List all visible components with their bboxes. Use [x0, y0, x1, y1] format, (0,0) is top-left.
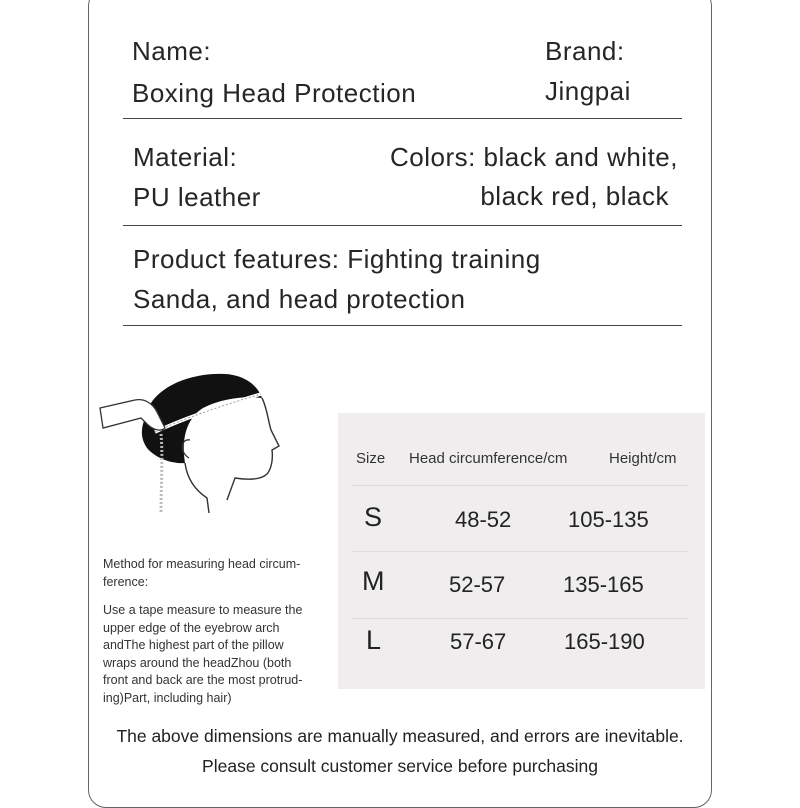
colors-line-2: black red, black — [480, 181, 669, 211]
header-size: Size — [356, 450, 386, 467]
measure-body-line: wraps around the headZhou (both — [103, 655, 292, 670]
size-s: S — [364, 502, 383, 532]
size-l: L — [366, 625, 382, 655]
material-label: Material: — [133, 142, 238, 172]
size-m: M — [362, 566, 385, 596]
neck-outline — [185, 463, 209, 513]
name-value: Boxing Head Protection — [132, 78, 417, 108]
measure-heading-line: Method for measuring head circum- — [103, 557, 301, 571]
brand-label: Brand: — [545, 36, 625, 66]
divider-2 — [123, 225, 682, 226]
circumference-m: 52-57 — [449, 572, 506, 597]
height-m: 135-165 — [563, 572, 644, 597]
disclaimer-line-1: The above dimensions are manually measured, and errors are inevitable. — [116, 726, 684, 746]
measure-body-line: front and back are the most protrud- — [103, 673, 303, 687]
table-row-divider — [352, 485, 688, 486]
table-row-divider — [352, 551, 688, 552]
header-height: Height/cm — [609, 450, 677, 467]
table-row-divider — [352, 618, 688, 619]
measure-body-line: Use a tape measure to measure the — [103, 603, 303, 617]
head-measurement-illustration — [95, 368, 295, 518]
measure-body — [103, 602, 333, 707]
features-line-1: Product features: Fighting training — [133, 244, 541, 274]
header-circumference: Head circumference/cm — [409, 450, 568, 467]
measure-body-line: ing)Part, including hair) — [103, 690, 232, 705]
height-s: 105-135 — [568, 507, 649, 532]
divider-3 — [123, 325, 682, 326]
measure-body-line: andThe highest part of the pillow — [103, 638, 284, 652]
material-value: PU leather — [133, 182, 261, 212]
face-outline — [227, 398, 279, 500]
disclaimer-line-2: Please consult customer service before purchasing — [202, 756, 598, 776]
brand-value: Jingpai — [545, 76, 631, 106]
features-line-2: Sanda, and head protection — [133, 284, 466, 314]
measure-heading-line: ference: — [103, 574, 149, 589]
circumference-l: 57-67 — [450, 629, 507, 654]
divider-1 — [123, 118, 682, 119]
name-label: Name: — [132, 36, 212, 66]
measure-heading — [103, 556, 333, 591]
measure-body-line: upper edge of the eyebrow arch — [103, 620, 280, 635]
colors-line-1: Colors: black and white, — [389, 142, 678, 172]
height-l: 165-190 — [564, 629, 645, 654]
circumference-s: 48-52 — [455, 507, 512, 532]
